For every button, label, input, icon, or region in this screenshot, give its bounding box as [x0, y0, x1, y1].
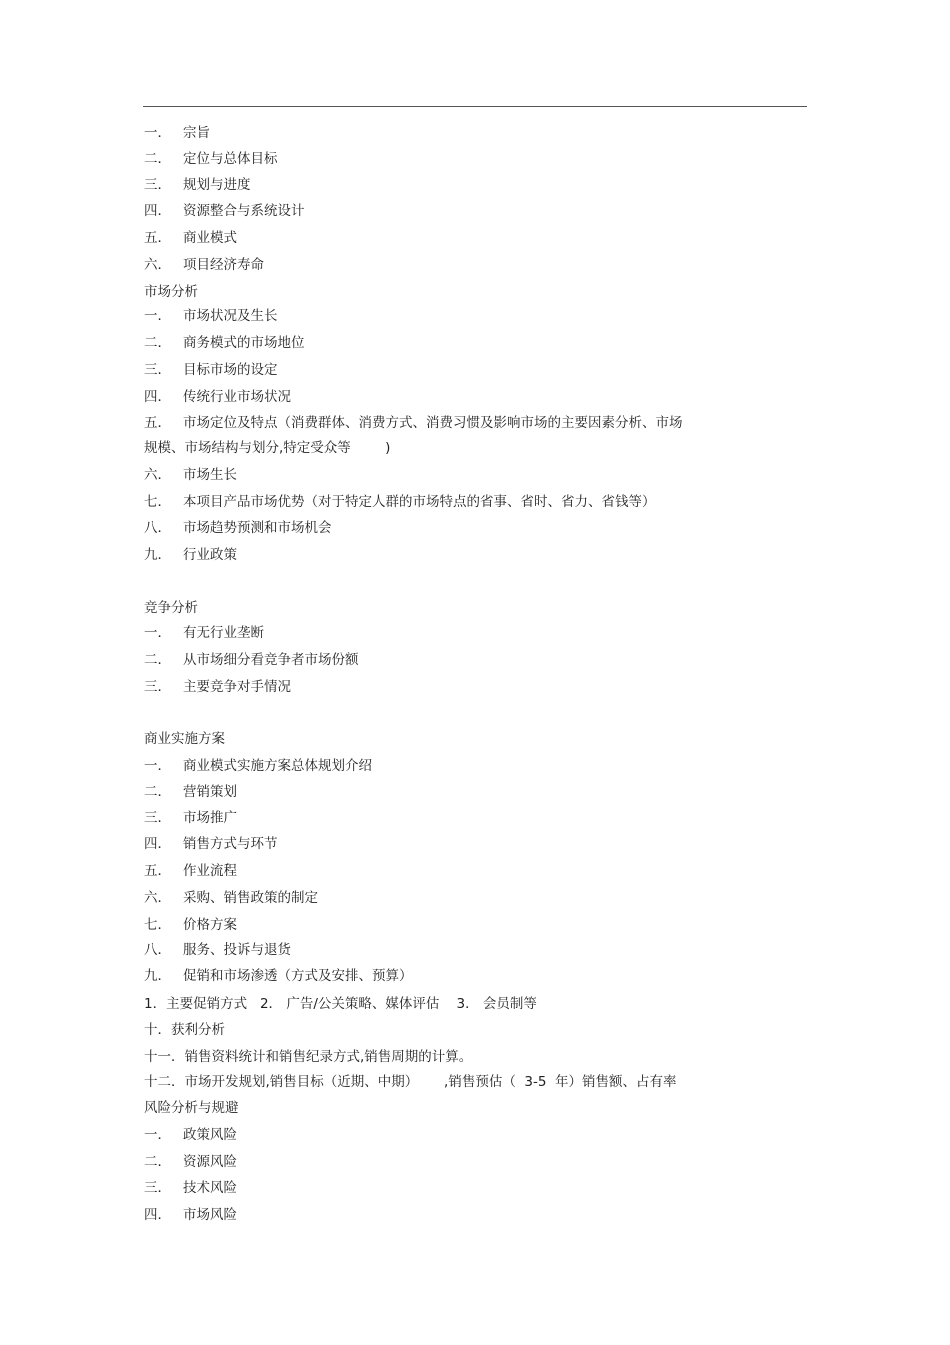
list-item: 一． 政策风险	[144, 1127, 237, 1143]
list-item: 七． 本项目产品市场优势（对于特定人群的市场特点的省事、省时、省力、省钱等）	[144, 494, 656, 510]
list-item: 五． 市场定位及特点（消费群体、消费方式、消费习惯及影响市场的主要因素分析、市场	[144, 415, 683, 431]
list-item: 一． 商业模式实施方案总体规划介绍	[144, 758, 372, 774]
list-item: 三． 目标市场的设定	[144, 362, 278, 378]
list-item: 四． 市场风险	[144, 1207, 237, 1223]
list-item: 一． 宗旨	[144, 125, 210, 141]
list-item: 四． 销售方式与环节	[144, 836, 278, 852]
list-item: 四． 传统行业市场状况	[144, 389, 291, 405]
list-item: 四． 资源整合与系统设计	[144, 203, 305, 219]
section-heading: 风险分析与规避	[144, 1100, 239, 1116]
list-item: 五． 作业流程	[144, 863, 237, 879]
list-item: 七． 价格方案	[144, 917, 237, 933]
sub-list-line: 1．主要促销方式 2． 广告/公关策略、媒体评估 3． 会员制等	[144, 996, 537, 1012]
section-heading: 竞争分析	[144, 600, 198, 616]
top-rule	[143, 106, 807, 107]
list-item: 六． 项目经济寿命	[144, 257, 264, 273]
list-item: 十二．市场开发规划,销售目标（近期、中期） ,销售预估（ 3-5 年）销售额、占有率	[144, 1074, 677, 1090]
list-item: 二． 商务模式的市场地位	[144, 335, 305, 351]
list-item: 二． 从市场细分看竞争者市场份额	[144, 652, 359, 668]
list-item: 二． 资源风险	[144, 1154, 237, 1170]
list-item: 二． 定位与总体目标	[144, 151, 278, 167]
list-item: 十一．销售资料统计和销售纪录方式,销售周期的计算。	[144, 1049, 473, 1065]
list-item: 三． 技术风险	[144, 1180, 237, 1196]
section-heading: 商业实施方案	[144, 731, 225, 747]
list-item-continuation: 规模、市场结构与划分,特定受众等 )	[144, 440, 391, 456]
list-item: 八． 服务、投诉与退货	[144, 942, 291, 958]
list-item: 十．获利分析	[144, 1022, 225, 1038]
list-item: 三． 主要竞争对手情况	[144, 679, 291, 695]
list-item: 二． 营销策划	[144, 784, 237, 800]
list-item: 八． 市场趋势预测和市场机会	[144, 520, 332, 536]
list-item: 六． 采购、销售政策的制定	[144, 890, 318, 906]
list-item: 九． 促销和市场渗透（方式及安排、预算）	[144, 968, 413, 984]
list-item: 三． 规划与进度	[144, 177, 251, 193]
list-item: 三． 市场推广	[144, 810, 237, 826]
list-item: 五． 商业模式	[144, 230, 237, 246]
list-item: 九． 行业政策	[144, 547, 237, 563]
list-item: 一． 市场状况及生长	[144, 308, 278, 324]
section-heading: 市场分析	[144, 284, 198, 300]
list-item: 一． 有无行业垄断	[144, 625, 264, 641]
list-item: 六． 市场生长	[144, 467, 237, 483]
